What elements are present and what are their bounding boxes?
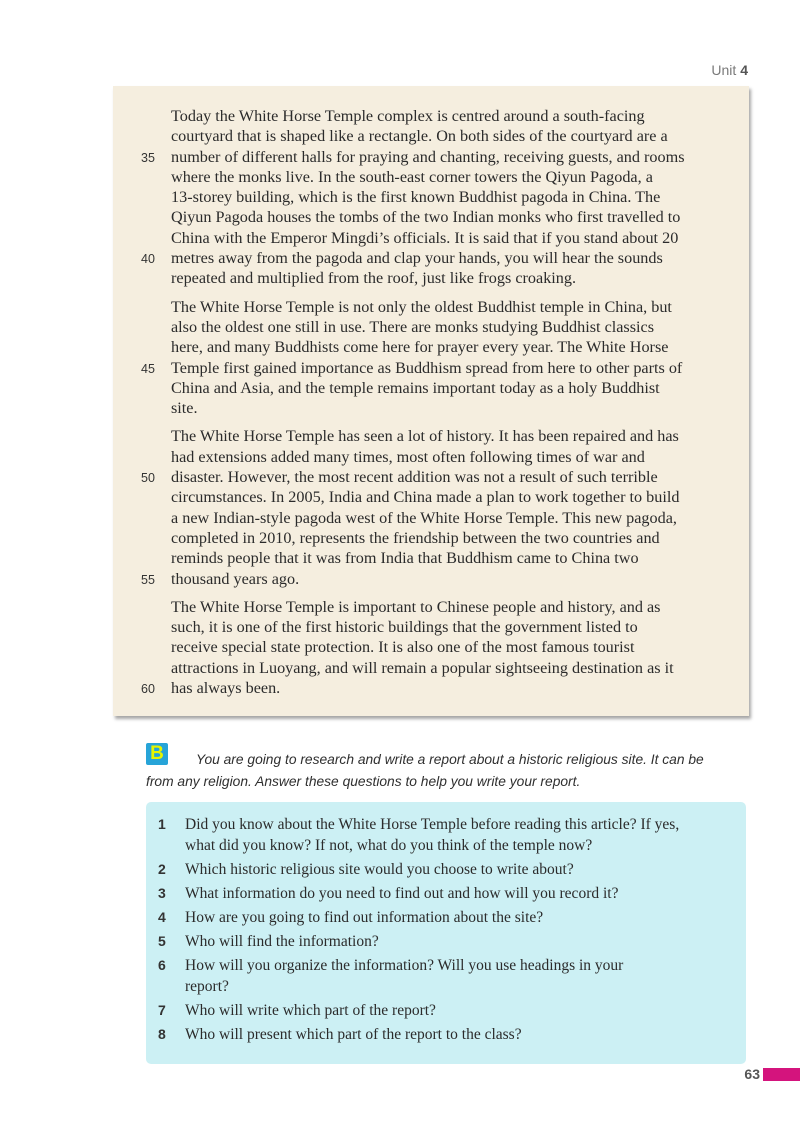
line-text: repeated and multiplied from the roof, just like frogs croaking. (171, 269, 577, 288)
line-text: site. (171, 399, 198, 418)
question-text (185, 907, 738, 928)
question-number: 6 (158, 957, 166, 973)
question-text (185, 1024, 738, 1045)
question-text (185, 1000, 738, 1021)
text-line (171, 426, 721, 446)
instruction-line-2: from any religion. Answer these questions to help you write your report. (146, 774, 581, 789)
text-line (141, 358, 721, 378)
question-number: 3 (158, 885, 166, 901)
line-number: 35 (141, 150, 155, 165)
line-text: The White Horse Temple is not only the oldest Buddhist temple in China, but (171, 297, 672, 316)
question-line: Who will find the information? (185, 933, 379, 950)
question-number: 5 (158, 933, 166, 949)
line-text: such, it is one of the first historic buildings that the government listed to (171, 618, 638, 637)
text-line (171, 398, 721, 418)
text-line (141, 569, 721, 589)
question-line: How are you going to find out information about the site? (185, 909, 544, 926)
question-item (158, 955, 738, 997)
question-number: 8 (158, 1026, 166, 1042)
question-item (158, 907, 738, 928)
text-line (171, 637, 721, 657)
line-number: 55 (141, 572, 155, 587)
paragraph (141, 297, 721, 419)
line-text: circumstances. In 2005, India and China made a plan to work together to build (171, 488, 680, 507)
question-number: 7 (158, 1002, 166, 1018)
line-number: 40 (141, 252, 155, 267)
question-number: 2 (158, 861, 166, 877)
paragraph (141, 426, 721, 588)
text-line (171, 187, 721, 207)
question-line: How will you organize the information? Will you use headings in your (185, 957, 624, 974)
line-text: had extensions added many times, most often following times of war and (171, 447, 645, 466)
question-item (158, 1024, 738, 1045)
text-line (171, 317, 721, 337)
text-line (141, 248, 721, 268)
question-line: What information do you need to find out and how will you record it? (185, 885, 619, 902)
text-line (171, 106, 721, 126)
line-text: number of different halls for praying and chanting, receiving guests, and rooms (171, 147, 685, 166)
line-text: disaster. However, the most recent addition was not a result of such terrible (171, 468, 658, 487)
line-text: Temple first gained importance as Buddhism spread from here to other parts of (171, 358, 683, 377)
line-text: courtyard that is shaped like a rectangle. On both sides of the courtyard are a (171, 127, 668, 146)
question-text (185, 931, 738, 952)
text-line (171, 617, 721, 637)
text-line (171, 528, 721, 548)
question-line: report? (185, 978, 229, 995)
question-item (158, 1000, 738, 1021)
unit-label (711, 62, 748, 78)
line-text: The White Horse Temple is important to Chinese people and history, and as (171, 597, 661, 616)
line-text: completed in 2010, represents the friendship between the two countries and (171, 528, 660, 547)
text-line (171, 597, 721, 617)
question-text (185, 814, 738, 856)
line-text: 13-storey building, which is the first known Buddhist pagoda in China. The (171, 188, 661, 207)
text-line (171, 548, 721, 568)
text-line (171, 167, 721, 187)
text-line (171, 268, 721, 288)
text-line (141, 467, 721, 487)
instruction-line-1: You are going to research and write a report about a historic religious site. It can be (196, 752, 704, 767)
line-text: China with the Emperor Mingdi’s officials. It is said that if you stand about 20 (171, 228, 679, 247)
reading-panel (113, 86, 749, 716)
text-line (171, 378, 721, 398)
line-text: China and Asia, and the temple remains important today as a holy Buddhist (171, 378, 660, 397)
line-text: attractions in Luoyang, and will remain a popular sightseeing destination as it (171, 658, 674, 677)
line-text: a new Indian-style pagoda west of the White Horse Temple. This new pagoda, (171, 508, 677, 527)
question-line: Who will write which part of the report? (185, 1002, 436, 1019)
questions-panel (146, 802, 746, 1064)
line-text: here, and many Buddhists come here for prayer every year. The White Horse (171, 338, 669, 357)
text-line (171, 228, 721, 248)
question-line: Who will present which part of the report to the class? (185, 1026, 522, 1043)
text-line (141, 147, 721, 167)
question-item (158, 814, 738, 856)
text-line (171, 337, 721, 357)
line-text: receive special state protection. It is also one of the most famous tourist (171, 638, 635, 657)
section-b-instruction (146, 749, 746, 793)
text-line (171, 207, 721, 227)
page-accent-bar (763, 1068, 800, 1081)
question-item (158, 931, 738, 952)
section-b-badge: B (146, 743, 168, 765)
question-line: what did you know? If not, what do you think of the temple now? (185, 837, 593, 854)
line-text: metres away from the pagoda and clap your hands, you will hear the sounds (171, 249, 663, 268)
unit-word: Unit (711, 62, 737, 78)
line-text: thousand years ago. (171, 569, 300, 588)
question-number: 4 (158, 909, 166, 925)
line-number: 50 (141, 471, 155, 486)
text-line (171, 447, 721, 467)
line-text: where the monks live. In the south-east corner towers the Qiyun Pagoda, a (171, 167, 653, 186)
question-text (185, 859, 738, 880)
unit-number: 4 (740, 62, 748, 78)
question-list (158, 814, 738, 1045)
question-text (185, 883, 738, 904)
reading-text (141, 106, 721, 706)
paragraph (141, 597, 721, 698)
text-line (171, 487, 721, 507)
line-text: also the oldest one still in use. There are monks studying Buddhist classics (171, 317, 655, 336)
text-line (141, 678, 721, 698)
question-item (158, 883, 738, 904)
line-text: Qiyun Pagoda houses the tombs of the two Indian monks who first travelled to (171, 208, 681, 227)
text-line (171, 508, 721, 528)
text-line (171, 658, 721, 678)
line-number: 45 (141, 361, 155, 376)
page-number: 63 (744, 1066, 760, 1082)
line-text: Today the White Horse Temple complex is centred around a south-facing (171, 107, 645, 125)
line-text: The White Horse Temple has seen a lot of history. It has been repaired and has (171, 427, 679, 446)
paragraph (141, 106, 721, 289)
line-text: has always been. (171, 679, 281, 698)
question-text (185, 955, 738, 997)
line-text: reminds people that it was from India that Buddhism came to China two (171, 549, 639, 568)
text-line (171, 126, 721, 146)
question-line: Which historic religious site would you choose to write about? (185, 861, 574, 878)
question-line: Did you know about the White Horse Temple before reading this article? If yes, (185, 816, 680, 833)
line-number: 60 (141, 682, 155, 697)
question-number: 1 (158, 816, 166, 832)
question-item (158, 859, 738, 880)
text-line (171, 297, 721, 317)
